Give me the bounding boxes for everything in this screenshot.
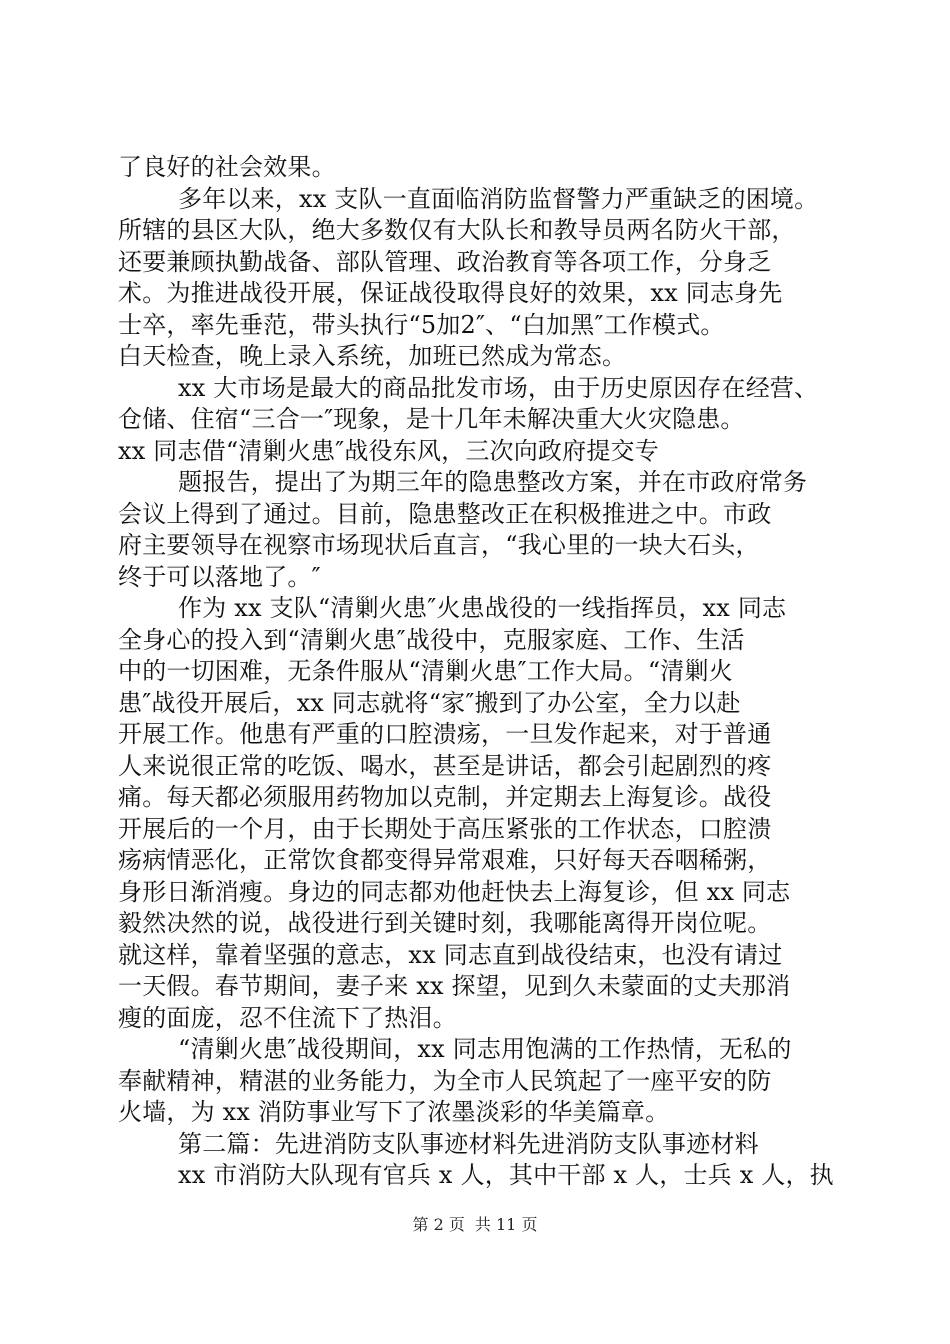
text-line: 一天假。春节期间，妻子来 xx 探望，见到久未蒙面的丈夫那消 [118, 972, 791, 1000]
text-line: 毅然决然的说，战役进行到关键时刻，我哪能离得开岗位呢。 [118, 909, 772, 937]
document-body [118, 152, 838, 1192]
text-line: 患″战役开展后，xx 同志就将“家″搬到了办公室，全力以赴 [118, 688, 741, 717]
text-line: 多年以来，xx 支队一直面临消防监督警力严重缺乏的困境。 [178, 184, 819, 213]
text-line: 终于可以落地了。″ [118, 562, 321, 591]
page-total: 共 11 页 [474, 1215, 538, 1234]
text-line: 府主要领导在视察市场现状后直言，“我心里的一块大石头， [118, 531, 760, 559]
text-line: xx 大市场是最大的商品批发市场，由于历史原因存在经营、 [178, 373, 819, 402]
text-line: 中的一切困难，无条件服从“清剿火患″工作大局。“清剿火 [118, 657, 733, 685]
text-line: 全身心的投入到“清剿火患″战役中，克服家庭、工作、生活 [118, 625, 745, 654]
text-line: 痛。每天都必须服用药物加以克制，并定期去上海复诊。战役 [118, 783, 772, 811]
text-line: 仓储、住宿“三合一″现象，是十几年未解决重大火灾隐患。 [118, 405, 745, 433]
text-line: 火墙，为 xx 消防事业写下了浓墨淡彩的华美篇章。 [118, 1098, 670, 1126]
text-line: 所辖的县区大队，绝大多数仅有大队长和教导员两名防火干部， [118, 216, 796, 244]
text-line: 术。为推进战役开展，保证战役取得良好的效果，xx 同志身先 [118, 279, 783, 307]
page-number: 第 2 页 [412, 1215, 465, 1234]
text-line: 瘦的面庞，忍不住流下了热泪。 [118, 1003, 457, 1032]
text-line: 人来说很正常的吃饭、喝水，甚至是讲话，都会引起剧烈的疼 [118, 751, 772, 780]
text-line: 奉献精神，精湛的业务能力，为全市人民筑起了一座平安的防 [118, 1066, 772, 1095]
text-line: 疡病情恶化，正常饮食都变得异常艰难，只好每天吞咽稀粥， [118, 846, 772, 874]
text-line: 就这样，靠着坚强的意志，xx 同志直到战役结束，也没有请过 [118, 940, 783, 969]
text-line: 作为 xx 支队“清剿火患″火患战役的一线指挥员，xx 同志 [178, 594, 787, 622]
text-line: xx 市消防大队现有官兵 x 人，其中干部 x 人，士兵 x 人，执 [178, 1161, 834, 1189]
text-line: “清剿火患″战役期间，xx 同志用饱满的工作热情，无私的 [178, 1035, 792, 1063]
page-footer [0, 1215, 950, 1235]
text-line: 第二篇：先进消防支队事迹材料先进消防支队事迹材料 [178, 1129, 759, 1158]
text-line: 身形日渐消瘦。身边的同志都劝他赶快去上海复诊，但 xx 同志 [118, 877, 791, 906]
text-line: 士卒，率先垂范，带头执行“5加2″、“白加黑″工作模式。 [118, 310, 725, 339]
text-line: 还要兼顾执勤战备、部队管理、政治教育等各项工作，分身乏 [118, 247, 772, 276]
text-line: 会议上得到了通过。目前，隐患整改正在积极推进之中。市政 [118, 499, 772, 528]
text-line: xx 同志借“清剿火患″战役东风，三次向政府提交专 [118, 436, 659, 465]
text-line: 开展工作。他患有严重的口腔溃疡，一旦发作起来，对于普通 [118, 720, 772, 748]
text-line: 开展后的一个月，由于长期处于高压紧张的工作状态，口腔溃 [118, 814, 772, 843]
text-line: 白天检查，晚上录入系统，加班已然成为常态。 [118, 342, 627, 370]
text-line: 了良好的社会效果。 [118, 153, 336, 181]
text-line: 题报告，提出了为期三年的隐患整改方案，并在市政府常务 [178, 468, 808, 496]
